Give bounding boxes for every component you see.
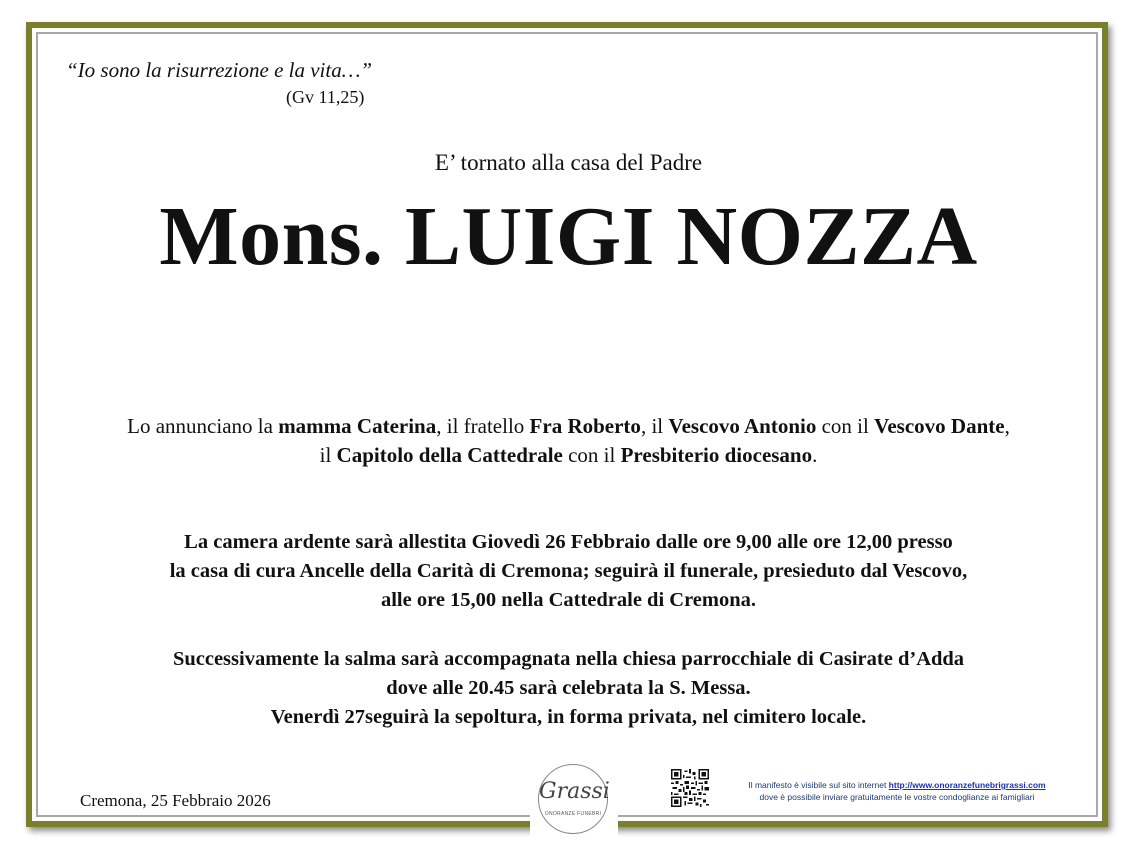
qr-code-icon[interactable]	[671, 769, 709, 807]
logo-script: Grassi	[539, 779, 610, 804]
logo-circle	[538, 764, 608, 834]
bible-verse: “Io sono la risurrezione e la vita…”	[66, 58, 373, 82]
verse-reference: (Gv 11,25)	[286, 87, 365, 107]
logo-subtitle: ONORANZE FUNEBRI	[544, 811, 602, 817]
website-link[interactable]: http://www.onoranzefunebrigrassi.com	[888, 780, 1046, 790]
deceased-name: Mons. LUIGI NOZZA	[159, 190, 978, 283]
burial-details: Successivamente la salma sarà accompagnata nella chiesa parrocchiale di Casirate d’Adda dove alle 20.45 sarà celebrata la S. Messa. Venerdì 27seguirà la sepoltura, in forma privata, nel cimitero locale.	[172, 648, 965, 728]
website-info: Il manifesto è visibile sul sito internet http://www.onoranzefunebrigrassi.com dove è possibile inviare gratuitamente le vostre condoglianze ai famigliari	[748, 780, 1046, 802]
announcement: Lo annunciano la mamma Caterina, il fratello Fra Roberto, il Vescovo Antonio con il Vescovo Dante, il Capitolo della Cattedrale con il Presbiterio diocesano.	[127, 414, 1010, 467]
intro-line: E’ tornato alla casa del Padre	[434, 150, 703, 175]
grassi-logo	[530, 752, 618, 840]
wake-funeral-details: La camera ardente sarà allestita Giovedì 26 Febbraio dalle ore 9,00 alle ore 12,00 presso la casa di cura Ancelle della Carità di Cremona; seguirà il funerale, presieduto dal Vescovo, alle ore 15,00 nella Cattedrale di Cremona.	[169, 531, 968, 611]
place-date: Cremona, 25 Febbraio 2026	[80, 791, 271, 810]
